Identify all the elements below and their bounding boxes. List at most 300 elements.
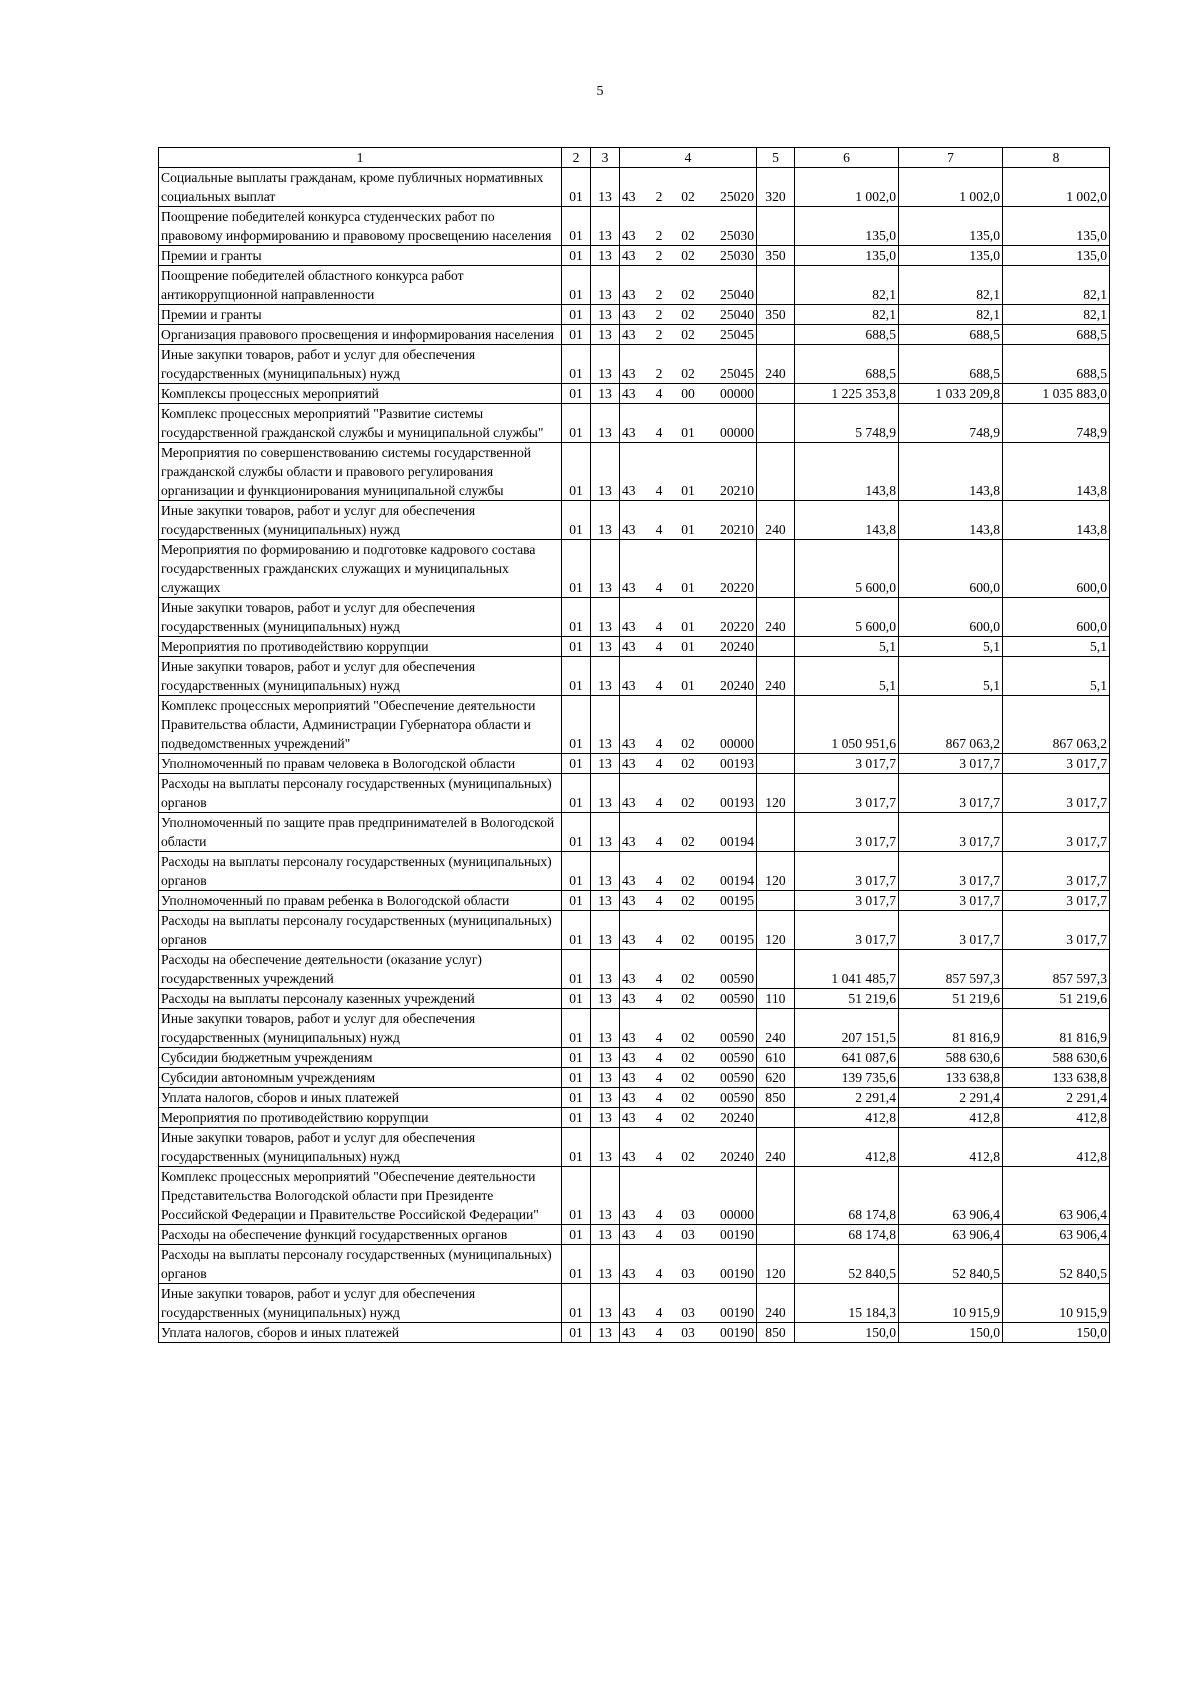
direction-code: 00194 <box>720 873 754 888</box>
row-expense-type: 120 <box>757 1245 795 1284</box>
row-subsection: 13 <box>591 1088 620 1108</box>
row-expense-type: 620 <box>757 1068 795 1088</box>
table-row <box>159 345 1110 384</box>
row-target-article <box>620 696 757 754</box>
row-expense-type: 320 <box>757 168 795 207</box>
row-name: Субсидии автономным учреждениям <box>159 1068 562 1088</box>
program-code: 43 <box>622 619 636 634</box>
row-section: 01 <box>562 1245 591 1284</box>
direction-code: 00190 <box>720 1325 754 1340</box>
row-target-article <box>620 989 757 1009</box>
structure-code: 02 <box>681 1110 695 1125</box>
structure-code: 01 <box>681 619 695 634</box>
type-code: 2 <box>655 189 663 204</box>
row-section: 01 <box>562 168 591 207</box>
row-target-article <box>620 1108 757 1128</box>
row-target-article <box>620 1068 757 1088</box>
row-subsection: 13 <box>591 325 620 345</box>
row-amount-col8: 3 017,7 <box>1003 774 1110 813</box>
table-row <box>159 1009 1110 1048</box>
structure-code: 02 <box>681 971 695 986</box>
table-row <box>159 325 1110 345</box>
row-name: Уполномоченный по правам человека в Вологодской области <box>159 754 562 774</box>
row-expense-type: 110 <box>757 989 795 1009</box>
row-section: 01 <box>562 1048 591 1068</box>
table-row <box>159 1108 1110 1128</box>
row-subsection: 13 <box>591 754 620 774</box>
type-code: 2 <box>655 287 663 302</box>
row-amount-col7: 3 017,7 <box>899 813 1003 852</box>
row-name: Уплата налогов, сборов и иных платежей <box>159 1088 562 1108</box>
row-subsection: 13 <box>591 501 620 540</box>
row-target-article <box>620 1088 757 1108</box>
row-name: Иные закупки товаров, работ и услуг для обеспечения государственных (муниципальных) нужд <box>159 1009 562 1048</box>
direction-code: 00000 <box>720 736 754 751</box>
row-target-article <box>620 305 757 325</box>
row-amount-col7: 588 630,6 <box>899 1048 1003 1068</box>
row-amount-col7: 63 906,4 <box>899 1225 1003 1245</box>
row-section: 01 <box>562 1128 591 1167</box>
table-row <box>159 852 1110 891</box>
row-target-article <box>620 637 757 657</box>
row-amount-col6: 3 017,7 <box>795 754 899 774</box>
row-subsection: 13 <box>591 1128 620 1167</box>
direction-code: 25040 <box>720 307 754 322</box>
program-code: 43 <box>622 1050 636 1065</box>
type-code: 2 <box>655 366 663 381</box>
row-section: 01 <box>562 266 591 305</box>
row-expense-type: 120 <box>757 852 795 891</box>
row-name: Уплата налогов, сборов и иных платежей <box>159 1323 562 1343</box>
row-section: 01 <box>562 774 591 813</box>
program-code: 43 <box>622 756 636 771</box>
row-amount-col7: 150,0 <box>899 1323 1003 1343</box>
row-target-article <box>620 404 757 443</box>
row-subsection: 13 <box>591 989 620 1009</box>
row-amount-col8: 3 017,7 <box>1003 911 1110 950</box>
row-target-article <box>620 1009 757 1048</box>
program-code: 43 <box>622 1070 636 1085</box>
program-code: 43 <box>622 522 636 537</box>
row-amount-col6: 412,8 <box>795 1128 899 1167</box>
program-code: 43 <box>622 386 636 401</box>
row-amount-col7: 52 840,5 <box>899 1245 1003 1284</box>
row-target-article <box>620 501 757 540</box>
table-row <box>159 207 1110 246</box>
row-amount-col6: 150,0 <box>795 1323 899 1343</box>
row-expense-type <box>757 891 795 911</box>
row-section: 01 <box>562 1068 591 1088</box>
type-code: 4 <box>655 1325 663 1340</box>
row-amount-col8: 82,1 <box>1003 266 1110 305</box>
row-name: Поощрение победителей конкурса студенческих работ по правовому информированию и правовому просвещению населения <box>159 207 562 246</box>
row-name: Социальные выплаты гражданам, кроме публичных нормативных социальных выплат <box>159 168 562 207</box>
table-row <box>159 950 1110 989</box>
program-code: 43 <box>622 425 636 440</box>
row-section: 01 <box>562 246 591 266</box>
row-amount-col8: 52 840,5 <box>1003 1245 1110 1284</box>
structure-code: 00 <box>681 386 695 401</box>
direction-code: 00590 <box>720 1070 754 1085</box>
structure-code: 02 <box>681 1149 695 1164</box>
row-section: 01 <box>562 754 591 774</box>
structure-code: 02 <box>681 893 695 908</box>
row-expense-type: 850 <box>757 1088 795 1108</box>
row-section: 01 <box>562 637 591 657</box>
row-amount-col6: 5 600,0 <box>795 540 899 598</box>
row-amount-col6: 135,0 <box>795 246 899 266</box>
structure-code: 03 <box>681 1305 695 1320</box>
row-name: Мероприятия по совершенствованию системы государственной гражданской службы области и правового регулирования организации и функционирования муниципальной службы <box>159 443 562 501</box>
direction-code: 25040 <box>720 287 754 302</box>
row-name: Премии и гранты <box>159 246 562 266</box>
row-amount-col7: 688,5 <box>899 325 1003 345</box>
table-row <box>159 404 1110 443</box>
row-amount-col6: 3 017,7 <box>795 813 899 852</box>
row-target-article <box>620 168 757 207</box>
direction-code: 00195 <box>720 932 754 947</box>
program-code: 43 <box>622 834 636 849</box>
row-name: Уполномоченный по правам ребенка в Вологодской области <box>159 891 562 911</box>
program-code: 43 <box>622 991 636 1006</box>
row-amount-col8: 51 219,6 <box>1003 989 1110 1009</box>
row-name: Комплекс процессных мероприятий "Развитие системы государственной гражданской службы и муниципальной службы" <box>159 404 562 443</box>
row-section: 01 <box>562 325 591 345</box>
row-subsection: 13 <box>591 1048 620 1068</box>
row-name: Расходы на выплаты персоналу государственных (муниципальных) органов <box>159 774 562 813</box>
direction-code: 25020 <box>720 189 754 204</box>
direction-code: 20210 <box>720 522 754 537</box>
row-section: 01 <box>562 950 591 989</box>
type-code: 4 <box>655 1070 663 1085</box>
table-row <box>159 246 1110 266</box>
row-amount-col6: 5,1 <box>795 657 899 696</box>
row-amount-col7: 688,5 <box>899 345 1003 384</box>
direction-code: 00000 <box>720 1207 754 1222</box>
program-code: 43 <box>622 228 636 243</box>
program-code: 43 <box>622 1305 636 1320</box>
type-code: 4 <box>655 873 663 888</box>
row-target-article <box>620 207 757 246</box>
direction-code: 25045 <box>720 327 754 342</box>
row-amount-col7: 600,0 <box>899 598 1003 637</box>
row-target-article <box>620 1323 757 1343</box>
row-subsection: 13 <box>591 657 620 696</box>
table-row <box>159 657 1110 696</box>
structure-code: 02 <box>681 228 695 243</box>
row-name: Иные закупки товаров, работ и услуг для обеспечения государственных (муниципальных) нужд <box>159 1128 562 1167</box>
row-expense-type: 120 <box>757 911 795 950</box>
row-subsection: 13 <box>591 1245 620 1284</box>
row-target-article <box>620 1048 757 1068</box>
row-expense-type: 240 <box>757 1128 795 1167</box>
row-amount-col6: 51 219,6 <box>795 989 899 1009</box>
structure-code: 02 <box>681 1090 695 1105</box>
row-amount-col8: 3 017,7 <box>1003 852 1110 891</box>
row-amount-col7: 857 597,3 <box>899 950 1003 989</box>
direction-code: 20240 <box>720 1149 754 1164</box>
type-code: 4 <box>655 522 663 537</box>
program-code: 43 <box>622 893 636 908</box>
table-row <box>159 1167 1110 1225</box>
row-amount-col6: 82,1 <box>795 305 899 325</box>
row-amount-col7: 3 017,7 <box>899 852 1003 891</box>
program-code: 43 <box>622 932 636 947</box>
direction-code: 20240 <box>720 1110 754 1125</box>
row-amount-col6: 1 002,0 <box>795 168 899 207</box>
direction-code: 00000 <box>720 386 754 401</box>
row-section: 01 <box>562 813 591 852</box>
direction-code: 20210 <box>720 483 754 498</box>
row-target-article <box>620 540 757 598</box>
row-expense-type: 350 <box>757 305 795 325</box>
row-amount-col6: 143,8 <box>795 501 899 540</box>
row-expense-type: 240 <box>757 1284 795 1323</box>
program-code: 43 <box>622 1149 636 1164</box>
row-amount-col7: 412,8 <box>899 1128 1003 1167</box>
row-amount-col6: 2 291,4 <box>795 1088 899 1108</box>
row-section: 01 <box>562 598 591 637</box>
row-expense-type <box>757 1225 795 1245</box>
program-code: 43 <box>622 1207 636 1222</box>
structure-code: 02 <box>681 307 695 322</box>
row-subsection: 13 <box>591 207 620 246</box>
row-name: Расходы на выплаты персоналу казенных учреждений <box>159 989 562 1009</box>
table-row <box>159 989 1110 1009</box>
row-subsection: 13 <box>591 1009 620 1048</box>
structure-code: 01 <box>681 580 695 595</box>
row-amount-col6: 688,5 <box>795 345 899 384</box>
row-section: 01 <box>562 384 591 404</box>
row-target-article <box>620 891 757 911</box>
row-subsection: 13 <box>591 1068 620 1088</box>
row-name: Иные закупки товаров, работ и услуг для обеспечения государственных (муниципальных) нужд <box>159 657 562 696</box>
structure-code: 03 <box>681 1207 695 1222</box>
row-amount-col8: 143,8 <box>1003 501 1110 540</box>
table-row <box>159 1323 1110 1343</box>
structure-code: 02 <box>681 327 695 342</box>
row-amount-col8: 150,0 <box>1003 1323 1110 1343</box>
row-amount-col7: 143,8 <box>899 501 1003 540</box>
row-amount-col7: 51 219,6 <box>899 989 1003 1009</box>
row-subsection: 13 <box>591 266 620 305</box>
budget-table <box>158 147 1110 1343</box>
row-section: 01 <box>562 305 591 325</box>
structure-code: 01 <box>681 522 695 537</box>
row-expense-type: 240 <box>757 345 795 384</box>
type-code: 4 <box>655 736 663 751</box>
row-amount-col8: 600,0 <box>1003 598 1110 637</box>
row-section: 01 <box>562 345 591 384</box>
row-amount-col7: 82,1 <box>899 305 1003 325</box>
structure-code: 02 <box>681 756 695 771</box>
program-code: 43 <box>622 1110 636 1125</box>
row-name: Расходы на выплаты персоналу государственных (муниципальных) органов <box>159 852 562 891</box>
structure-code: 02 <box>681 1050 695 1065</box>
type-code: 4 <box>655 619 663 634</box>
row-section: 01 <box>562 1284 591 1323</box>
row-target-article <box>620 754 757 774</box>
type-code: 4 <box>655 971 663 986</box>
structure-code: 02 <box>681 932 695 947</box>
program-code: 43 <box>622 1266 636 1281</box>
row-expense-type <box>757 325 795 345</box>
direction-code: 00190 <box>720 1266 754 1281</box>
row-amount-col6: 68 174,8 <box>795 1225 899 1245</box>
direction-code: 00590 <box>720 1030 754 1045</box>
row-amount-col6: 641 087,6 <box>795 1048 899 1068</box>
row-amount-col8: 135,0 <box>1003 207 1110 246</box>
row-amount-col8: 63 906,4 <box>1003 1225 1110 1245</box>
row-amount-col8: 857 597,3 <box>1003 950 1110 989</box>
row-subsection: 13 <box>591 911 620 950</box>
direction-code: 20240 <box>720 639 754 654</box>
row-amount-col8: 588 630,6 <box>1003 1048 1110 1068</box>
program-code: 43 <box>622 307 636 322</box>
row-subsection: 13 <box>591 246 620 266</box>
row-amount-col7: 63 906,4 <box>899 1167 1003 1225</box>
row-target-article <box>620 852 757 891</box>
type-code: 2 <box>655 248 663 263</box>
structure-code: 02 <box>681 991 695 1006</box>
row-amount-col6: 68 174,8 <box>795 1167 899 1225</box>
program-code: 43 <box>622 971 636 986</box>
type-code: 4 <box>655 1207 663 1222</box>
direction-code: 00590 <box>720 1050 754 1065</box>
row-amount-col6: 688,5 <box>795 325 899 345</box>
row-subsection: 13 <box>591 443 620 501</box>
row-amount-col8: 3 017,7 <box>1003 754 1110 774</box>
row-subsection: 13 <box>591 540 620 598</box>
row-subsection: 13 <box>591 1284 620 1323</box>
row-name: Мероприятия по формированию и подготовке кадрового состава государственных гражданских служащих и муниципальных служащих <box>159 540 562 598</box>
row-section: 01 <box>562 911 591 950</box>
row-name: Расходы на обеспечение функций государственных органов <box>159 1225 562 1245</box>
row-amount-col6: 412,8 <box>795 1108 899 1128</box>
direction-code: 25045 <box>720 366 754 381</box>
row-amount-col6: 207 151,5 <box>795 1009 899 1048</box>
type-code: 4 <box>655 1266 663 1281</box>
row-amount-col6: 135,0 <box>795 207 899 246</box>
row-section: 01 <box>562 852 591 891</box>
table-row <box>159 443 1110 501</box>
table-row <box>159 1088 1110 1108</box>
program-code: 43 <box>622 1227 636 1242</box>
type-code: 2 <box>655 327 663 342</box>
row-expense-type: 610 <box>757 1048 795 1068</box>
row-subsection: 13 <box>591 1225 620 1245</box>
row-target-article <box>620 1225 757 1245</box>
structure-code: 02 <box>681 248 695 263</box>
row-target-article <box>620 1245 757 1284</box>
row-amount-col8: 133 638,8 <box>1003 1068 1110 1088</box>
row-subsection: 13 <box>591 852 620 891</box>
row-amount-col7: 10 915,9 <box>899 1284 1003 1323</box>
row-amount-col7: 3 017,7 <box>899 754 1003 774</box>
structure-code: 01 <box>681 639 695 654</box>
row-amount-col6: 139 735,6 <box>795 1068 899 1088</box>
type-code: 4 <box>655 1050 663 1065</box>
row-amount-col7: 3 017,7 <box>899 891 1003 911</box>
row-amount-col8: 5,1 <box>1003 637 1110 657</box>
row-expense-type: 240 <box>757 657 795 696</box>
structure-code: 02 <box>681 736 695 751</box>
row-amount-col7: 867 063,2 <box>899 696 1003 754</box>
page-number: 5 <box>596 84 604 99</box>
row-section: 01 <box>562 540 591 598</box>
program-code: 43 <box>622 678 636 693</box>
row-subsection: 13 <box>591 305 620 325</box>
row-amount-col7: 81 816,9 <box>899 1009 1003 1048</box>
row-amount-col7: 3 017,7 <box>899 774 1003 813</box>
type-code: 4 <box>655 795 663 810</box>
direction-code: 00190 <box>720 1305 754 1320</box>
type-code: 4 <box>655 1110 663 1125</box>
program-code: 43 <box>622 639 636 654</box>
row-name: Иные закупки товаров, работ и услуг для обеспечения государственных (муниципальных) нужд <box>159 345 562 384</box>
row-section: 01 <box>562 696 591 754</box>
row-subsection: 13 <box>591 384 620 404</box>
row-expense-type <box>757 443 795 501</box>
type-code: 4 <box>655 425 663 440</box>
row-expense-type <box>757 696 795 754</box>
row-amount-col6: 3 017,7 <box>795 852 899 891</box>
direction-code: 25030 <box>720 248 754 263</box>
row-subsection: 13 <box>591 345 620 384</box>
row-amount-col8: 5,1 <box>1003 657 1110 696</box>
type-code: 4 <box>655 932 663 947</box>
row-amount-col6: 1 041 485,7 <box>795 950 899 989</box>
row-target-article <box>620 774 757 813</box>
row-amount-col7: 5,1 <box>899 657 1003 696</box>
row-section: 01 <box>562 1225 591 1245</box>
row-amount-col8: 10 915,9 <box>1003 1284 1110 1323</box>
row-subsection: 13 <box>591 637 620 657</box>
row-amount-col8: 1 035 883,0 <box>1003 384 1110 404</box>
program-code: 43 <box>622 1090 636 1105</box>
table-row <box>159 637 1110 657</box>
program-code: 43 <box>622 287 636 302</box>
direction-code: 00193 <box>720 756 754 771</box>
row-amount-col8: 81 816,9 <box>1003 1009 1110 1048</box>
direction-code: 00193 <box>720 795 754 810</box>
program-code: 43 <box>622 736 636 751</box>
structure-code: 02 <box>681 189 695 204</box>
program-code: 43 <box>622 873 636 888</box>
row-amount-col7: 135,0 <box>899 207 1003 246</box>
row-expense-type <box>757 950 795 989</box>
table-row <box>159 696 1110 754</box>
row-target-article <box>620 384 757 404</box>
row-amount-col6: 15 184,3 <box>795 1284 899 1323</box>
row-amount-col8: 412,8 <box>1003 1128 1110 1167</box>
structure-code: 03 <box>681 1227 695 1242</box>
direction-code: 00000 <box>720 425 754 440</box>
type-code: 4 <box>655 834 663 849</box>
row-amount-col7: 82,1 <box>899 266 1003 305</box>
row-name: Иные закупки товаров, работ и услуг для обеспечения государственных (муниципальных) нужд <box>159 501 562 540</box>
table-row <box>159 168 1110 207</box>
direction-code: 00590 <box>720 1090 754 1105</box>
direction-code: 00194 <box>720 834 754 849</box>
table-row <box>159 305 1110 325</box>
row-name: Комплекс процессных мероприятий "Обеспечение деятельности Представительства Вологодской области при Президенте Российской Федерации и Правительстве Российской Федерации" <box>159 1167 562 1225</box>
row-amount-col8: 135,0 <box>1003 246 1110 266</box>
row-amount-col7: 3 017,7 <box>899 911 1003 950</box>
row-expense-type: 850 <box>757 1323 795 1343</box>
table-row <box>159 1128 1110 1167</box>
row-amount-col7: 600,0 <box>899 540 1003 598</box>
